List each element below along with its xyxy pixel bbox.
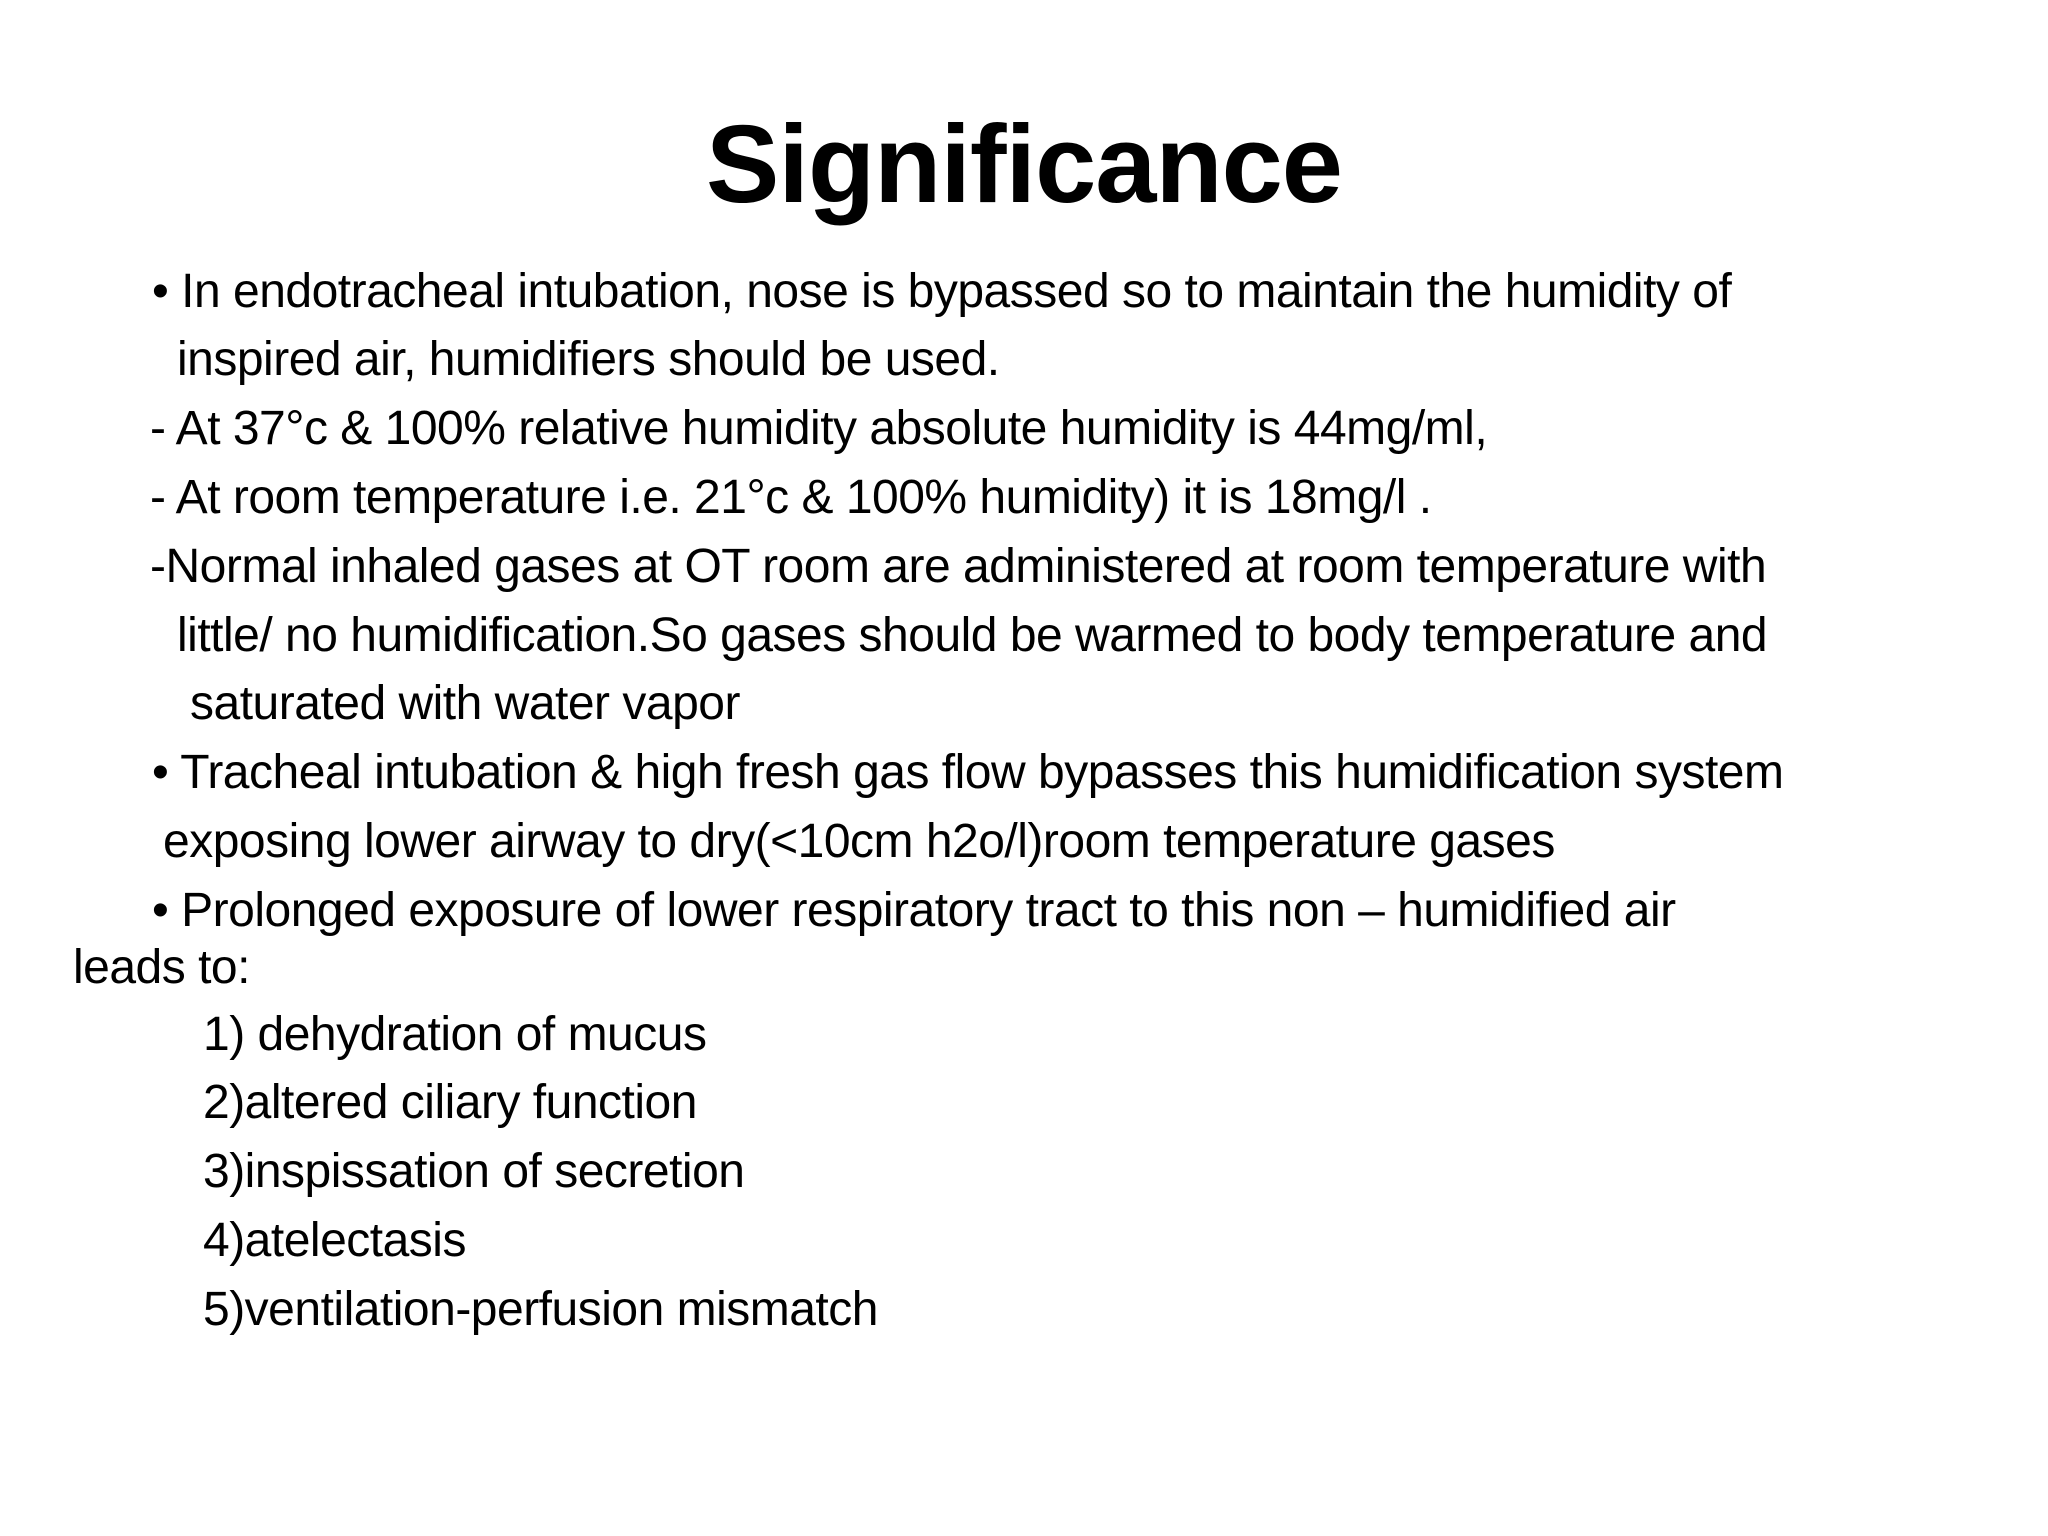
- bullet-line-endotracheal: • In endotracheal intubation, nose is bypassed so to maintain the humidity of: [152, 265, 1732, 318]
- dash-line-normal-gases: -Normal inhaled gases at OT room are administered at room temperature with: [150, 540, 1767, 593]
- dash-line-37c: - At 37°c & 100% relative humidity absolute humidity is 44mg/ml,: [150, 402, 1488, 455]
- bullet-line-continuation: inspired air, humidifiers should be used.: [177, 333, 1000, 386]
- list-item: 1) dehydration of mucus: [203, 1008, 707, 1061]
- bullet-line-tracheal: • Tracheal intubation & high fresh gas flow bypasses this humidification system: [152, 746, 1784, 799]
- dash-line-continuation-2: saturated with water vapor: [190, 677, 740, 730]
- list-item: 4)atelectasis: [203, 1214, 466, 1267]
- list-item: 3)inspissation of secretion: [203, 1145, 745, 1198]
- list-item: 2)altered ciliary function: [203, 1076, 697, 1129]
- leads-to-line: leads to:: [73, 941, 250, 994]
- list-item: 5)ventilation-perfusion mismatch: [203, 1283, 878, 1336]
- dash-line-room-temp: - At room temperature i.e. 21°c & 100% humidity) it is 18mg/l .: [150, 471, 1432, 524]
- bullet-line-prolonged: • Prolonged exposure of lower respiratory tract to this non – humidified air: [152, 884, 1676, 937]
- bullet-line-tracheal-continuation: exposing lower airway to dry(<10cm h2o/l)room temperature gases: [163, 815, 1555, 868]
- dash-line-continuation-1: little/ no humidification.So gases should be warmed to body temperature and: [177, 609, 1768, 662]
- slide-title: Significance: [706, 103, 1342, 226]
